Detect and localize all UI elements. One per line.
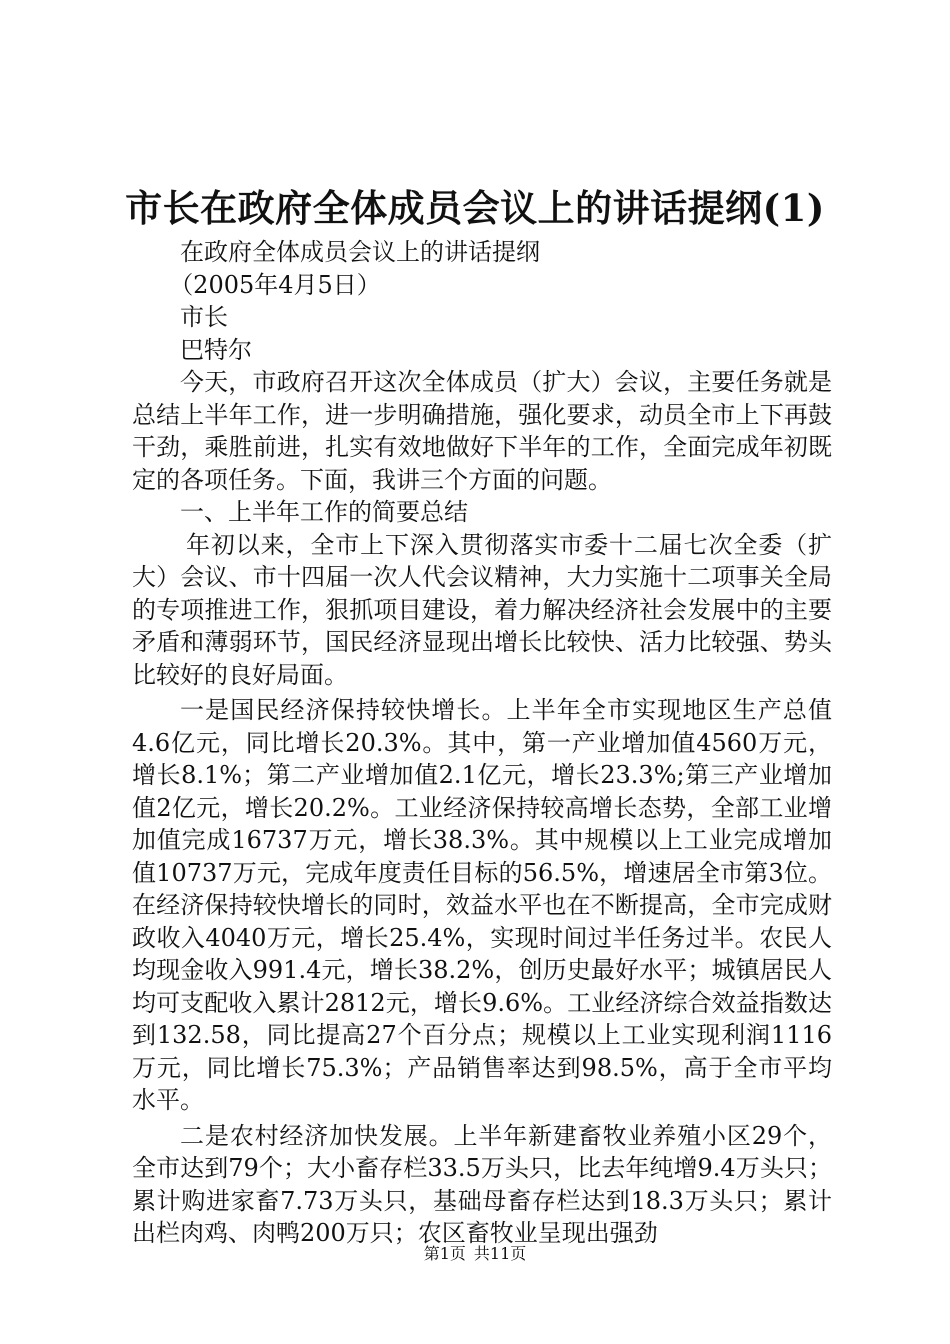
page-number: 第1页 <box>423 1244 466 1263</box>
paragraph-intro: 今天，市政府召开这次全体成员（扩大）会议，主要任务就是总结上半年工作，进一步明确措施，强化要求，动员全市上下再鼓干劲，乘胜前进，扎实有效地做好下半年的工作，全面完成年初既定的各项任务。下面，我讲三个方面的问题。 <box>132 368 832 494</box>
speaker-name: 巴特尔 <box>180 335 252 364</box>
paragraph-rural: 二是农村经济加快发展。上半年新建畜牧业养殖小区29个，全市达到79个；大小畜存栏33.5万头只，比去年纯增9.4万头只；累计购进家畜7.73万头只，基础母畜存栏达到18.3万头只；累计出栏肉鸡、肉鸭200万只；农区畜牧业呈现出强劲 <box>132 1121 832 1247</box>
subtitle: 在政府全体成员会议上的讲话提纲 <box>180 238 540 266</box>
section-heading: 一、上半年工作的简要总结 <box>180 498 468 526</box>
paragraph-overview: 年初以来，全市上下深入贯彻落实市委十二届七次全委（扩大）会议、市十四届一次人代会议精神，大力实施十二项事关全局的专项推进工作，狠抓项目建设，着力解决经济社会发展中的主要矛盾和薄弱环节，国民经济显现出增长比较快、活力比较强、势头比较好的良好局面。 <box>132 530 832 689</box>
document-title: 市长在政府全体成员会议上的讲话提纲(1) <box>125 186 825 230</box>
document-body <box>132 236 832 1250</box>
speech-date: （2005年4月5日） <box>169 270 381 299</box>
page-footer <box>0 1242 950 1266</box>
page-total: 共11页 <box>473 1244 527 1263</box>
speaker-title: 市长 <box>180 303 228 331</box>
paragraph-economy: 一是国民经济保持较快增长。上半年全市实现地区生产总值4.6亿元，同比增长20.3%。其中，第一产业增加值4560万元，增长8.1%；第二产业增加值2.1亿元，增长23.3%;第三产业增加值2亿元，增长20.2%。工业经济保持较高增长态势，全部工业增加值完成16737万元，增长38.3%。其中规模以上工业完成增加值10737万元，完成年度责任目标的56.5%，增速居全市第3位。在经济保持较快增长的同时，效益水平也在不断提高，全市完成财政收入4040万元，增长25.4%，实现时间过半任务过半。农民人均现金收入991.4元，增长38.2%，创历史最好水平；城镇居民人均可支配收入累计2812元，增长9.6%。工业经济综合效益指数达到132.58，同比提高27个百分点；规模以上工业实现利润1116万元，同比增长75.3%；产品销售率达到98.5%，高于全市平均水平。 <box>132 696 832 1114</box>
